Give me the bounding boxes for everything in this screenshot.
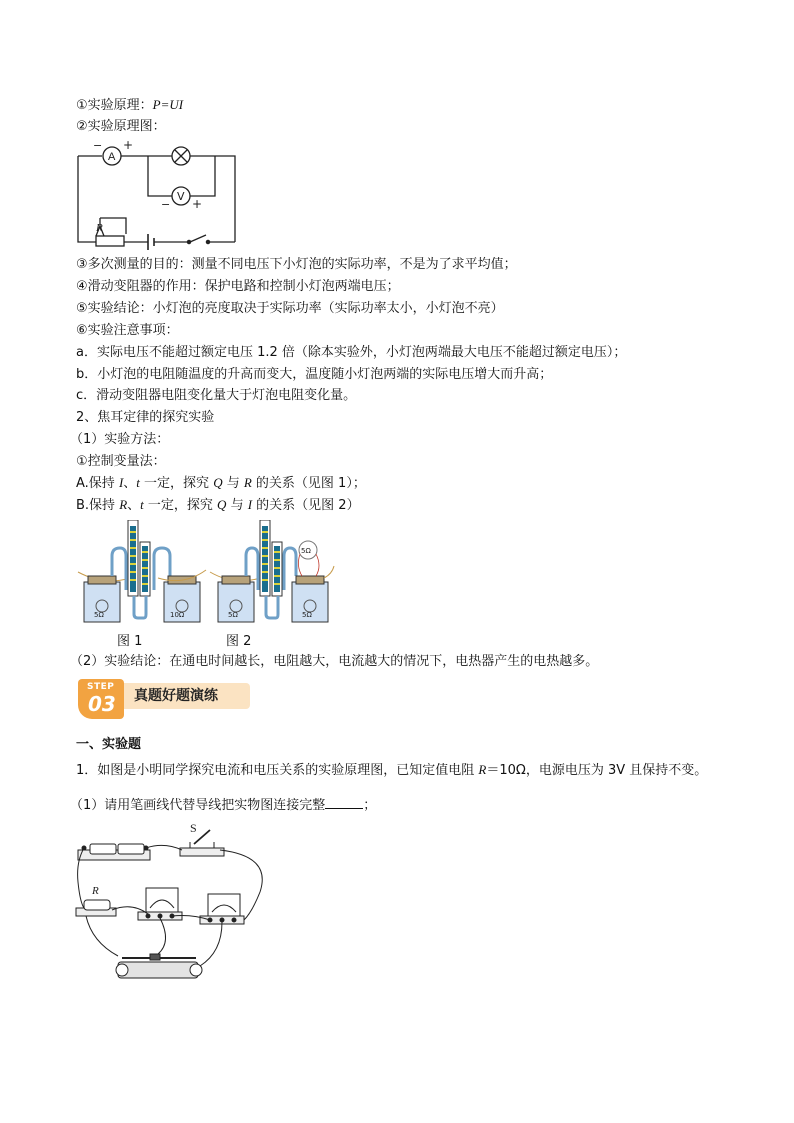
ammeter-plus: + [123,138,134,152]
fig2-right-resistor: 5Ω [302,611,312,619]
question-1-stem: 1．如图是小明同学探究电流和电压关系的实验原理图，已知定值电阻 R＝10Ω，电源电压为 3V 且保持不变。 [76,762,708,778]
note-c: c．滑动变阻器电阻变化量大于灯泡电阻变化量。 [76,388,357,403]
figure-1 [78,520,206,622]
notes-heading: ⑥实验注意事项： [76,323,179,338]
note-a: a．实际电压不能超过额定电压 1.2 倍（除本实验外，小灯泡两端最大电压不能超过额定电压）； [76,345,627,360]
resistor-label: R [92,885,99,897]
switch-symbol [190,235,206,242]
fig2-left-resistor: 5Ω [228,611,238,619]
voltmeter-device [138,888,182,920]
figure-1-caption: 图 1 [117,634,143,649]
section-heading: 一、实验题 [76,737,142,752]
conclusion-line: ⑤实验结论：小灯泡的亮度取决于实际功率（实际功率太小，小灯泡不亮） [76,301,504,316]
purpose-line: ③多次测量的目的：测量不同电压下小灯泡的实际功率，不是为了求平均值； [76,257,517,272]
rheostat-role-line: ④滑动变阻器的作用：保护电路和控制小灯泡两端电压； [76,279,400,294]
note-b: b．小灯泡的电阻随温度的升高而变大，温度随小灯泡两端的实际电压增大而升高； [76,367,553,382]
answer-blank[interactable] [325,796,363,809]
joule-section-heading: 2、焦耳定律的探究实验 [76,410,215,425]
rheostat-symbol [96,236,124,246]
rheostat-label: R [96,222,103,234]
control-variable-heading: ①控制变量法： [76,454,166,469]
ammeter-device [200,894,244,924]
joule-conclusion-line: （2）实验结论：在通电时间越长，电阻越大，电流越大的情况下，电热器产生的电热越多。 [70,654,599,669]
step-title: 真题好题演练 [134,688,218,704]
step-03-banner [78,679,250,716]
fig1-left-resistor: 5Ω [94,611,104,619]
sliding-rheostat [116,954,202,978]
method-heading: （1）实验方法： [70,432,170,447]
step-label: STEP [87,682,115,692]
question-1-part-1: （1）请用笔画线代替导线把实物图连接完整 ； [70,798,377,813]
battery-symbol [148,234,154,250]
step-tab [78,679,124,719]
method-a-line: A.保持 I、t 一定，探究 Q 与 R 的关系（见图 1）； [76,475,366,491]
voltmeter-minus: − [161,198,171,211]
switch-label: S [190,822,197,835]
fig2-extra-resistor: 5Ω [301,547,311,555]
principle-line: ①实验原理：P=UI [76,97,184,113]
circuit-diagram [70,138,242,250]
step-number: 03 [88,692,116,716]
method-b-line: B.保持 R、t 一定，探究 Q 与 I 的关系（见图 2） [76,497,360,513]
battery-box [78,844,150,860]
fixed-resistor [76,885,116,916]
switch [180,822,224,856]
voltmeter-label: V [177,190,185,203]
figure-2-caption: 图 2 [226,634,252,649]
fig1-right-resistor: 10Ω [170,611,185,619]
ammeter-minus: − [93,139,103,152]
voltmeter-plus: + [192,197,203,211]
joule-experiment-figure [74,520,336,630]
principle-diagram-label: ②实验原理图： [76,119,166,134]
figure-2 [210,520,334,622]
ammeter-label: A [108,151,116,163]
physical-circuit-figure [72,822,272,998]
